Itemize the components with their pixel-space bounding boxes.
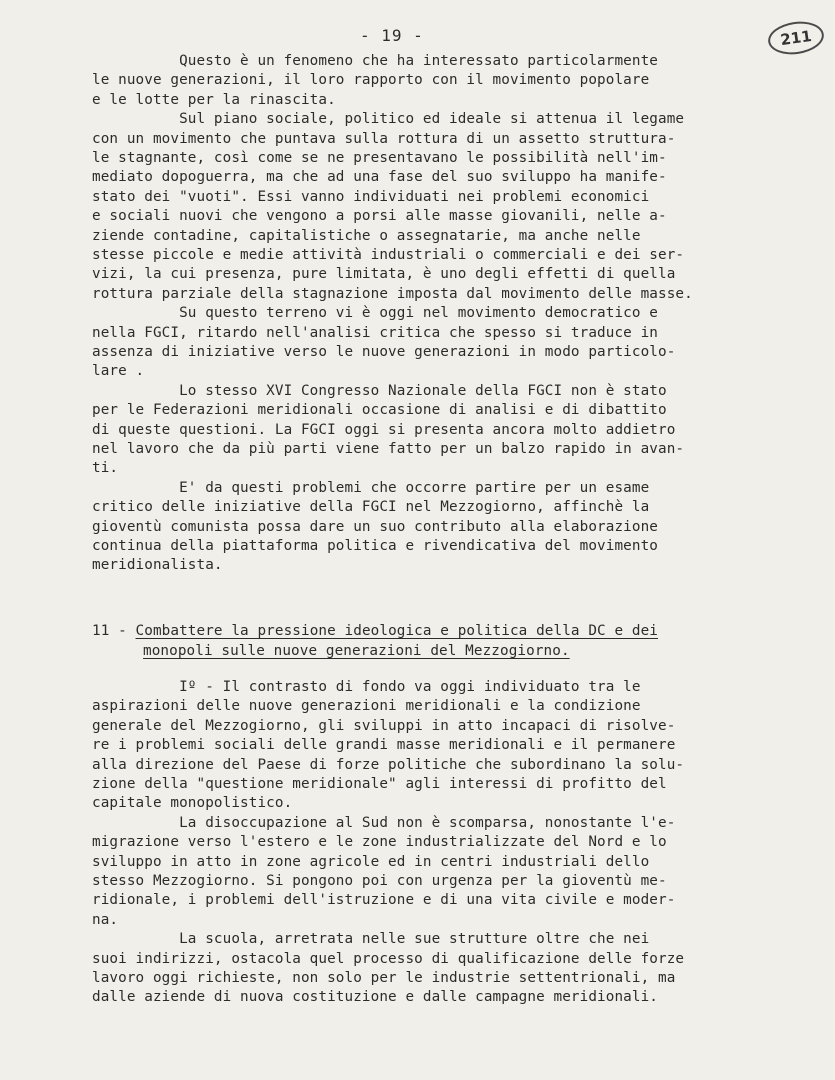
text-line: continua della piattaforma politica e rivendicativa del movimento xyxy=(92,538,658,554)
section-title-line-2: monopoli sulle nuove generazioni del Mezzogiorno. xyxy=(143,643,570,659)
text-line: La disoccupazione al Sud non è scomparsa, nonostante l'e- xyxy=(92,814,676,831)
text-line: lavoro oggi richieste, non solo per le industrie settentrionali, ma xyxy=(92,970,676,986)
text-line: critico delle iniziative della FGCI nel Mezzogiorno, affinchè la xyxy=(92,499,650,516)
text-line: ti. xyxy=(92,460,119,477)
text-line: ridionale, i problemi dell'istruzione e di una vita civile e moder- xyxy=(92,892,676,909)
text-line: con un movimento che puntava sulla rottura di un assetto struttura- xyxy=(92,130,676,147)
text-line: assenza di iniziative verso le nuove generazioni in modo particolo- xyxy=(92,344,676,360)
section-heading xyxy=(92,621,658,641)
text-line: stesso Mezzogiorno. Si pongono poi con urgenza per la gioventù me- xyxy=(92,873,667,889)
text-line: mediato dopoguerra, ma che ad una fase del suo sviluppo ha manife- xyxy=(92,169,667,186)
section-title-line-1: Combattere la pressione ideologica e politica della DC e dei xyxy=(135,623,658,639)
text-line: gioventù comunista possa dare un suo contributo alla elaborazione xyxy=(92,518,658,535)
text-line: meridionalista. xyxy=(92,557,223,574)
text-line: na. xyxy=(92,911,119,928)
text-line: capitale monopolistico. xyxy=(92,795,293,812)
text-line: alla direzione del Paese di forze politiche che subordinano la solu- xyxy=(92,756,685,773)
text-line: di queste questioni. La FGCI oggi si presenta ancora molto addietro xyxy=(92,421,676,438)
archive-stamp-number: 211 xyxy=(766,18,826,57)
text-line: vizi, la cui presenza, pure limitata, è uno degli effetti di quella xyxy=(92,266,676,283)
text-line: re i problemi sociali delle grandi masse meridionali e il permanere xyxy=(92,737,676,754)
text-line: e sociali nuovi che vengono a porsi alle masse giovanili, nelle a- xyxy=(92,208,667,225)
text-line: Su questo terreno vi è oggi nel movimento democratico e xyxy=(92,305,658,322)
text-line: lare . xyxy=(92,363,145,380)
text-line: E' da questi problemi che occorre partire per un esame xyxy=(92,479,650,496)
text-line: le stagnante, così come se ne presentavano le possibilità nell'im- xyxy=(92,150,667,166)
text-line: Questo è un fenomeno che ha interessato particolarmente xyxy=(92,53,658,69)
text-line: generale del Mezzogiorno, gli sviluppi in atto incapaci di risolve- xyxy=(92,717,676,734)
text-line: stesse piccole e medie attività industriali o commerciali e dei ser- xyxy=(92,247,685,263)
page-number: - 19 - xyxy=(360,26,424,45)
text-line: per le Federazioni meridionali occasione di analisi e di dibattito xyxy=(92,402,667,419)
text-line: aspirazioni delle nuove generazioni meridionali e la condizione xyxy=(92,698,641,715)
text-line: Iº - Il contrasto di fondo va oggi individuato tra le xyxy=(92,679,641,695)
text-line: nel lavoro che da più parti viene fatto per un balzo rapido in avan- xyxy=(92,441,685,457)
text-line: Lo stesso XVI Congresso Nazionale della FGCI non è stato xyxy=(92,382,667,399)
text-line: suoi indirizzi, ostacola quel processo di qualificazione delle forze xyxy=(92,950,685,967)
text-line: zione della "questione meridionale" agli interessi di profitto del xyxy=(92,776,667,792)
text-line: ziende contadine, capitalistiche o assegnatarie, ma anche nelle xyxy=(92,227,641,244)
text-line: nella FGCI, ritardo nell'analisi critica che spesso si traduce in xyxy=(92,324,658,341)
text-line: sviluppo in atto in zone agricole ed in centri industriali dello xyxy=(92,853,650,870)
text-line: rottura parziale della stagnazione imposta dal movimento delle masse. xyxy=(92,285,693,302)
text-line: stato dei "vuoti". Essi vanno individuati nei problemi economici xyxy=(92,188,650,205)
text-line: le nuove generazioni, il loro rapporto con il movimento popolare xyxy=(92,72,650,89)
text-line: e le lotte per la rinascita. xyxy=(92,91,336,108)
text-line: dalle aziende di nuova costituzione e dalle campagne meridionali. xyxy=(92,989,658,1006)
text-line: Sul piano sociale, politico ed ideale si attenua il legame xyxy=(92,111,685,128)
section-number: 11 - xyxy=(92,623,136,639)
text-line: migrazione verso l'estero e le zone industrializzate del Nord e lo xyxy=(92,834,667,851)
text-line: La scuola, arretrata nelle sue strutture oltre che nei xyxy=(92,931,650,948)
